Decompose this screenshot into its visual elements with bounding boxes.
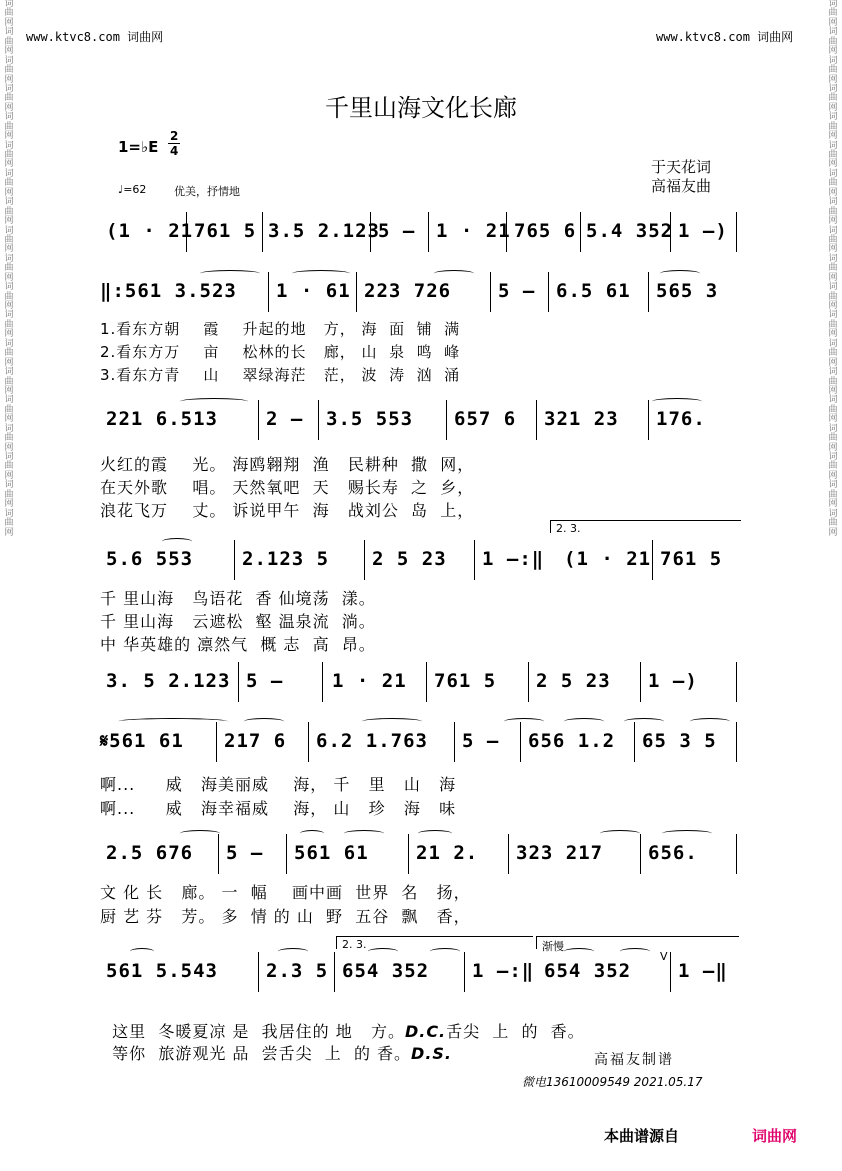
measure: 𝄋561 61 (100, 730, 184, 752)
measure: 1 · 21 (332, 670, 407, 692)
measure: 656. (648, 842, 698, 864)
lyric-text: 这里 冬暖夏凉 是 我居住的 地 方。 (112, 1022, 405, 1041)
source-label: 本曲谱源自 (604, 1127, 680, 1145)
side-watermark-left: 词曲网词曲网词曲网词曲网词曲网词曲网词曲网词曲网词曲网词曲网词曲网词曲网词曲网词曲网词曲网词曲网词曲网词曲网词曲网 (4, 0, 14, 538)
lyrics-refrain-1: 文 化 长 廊。 一 幅 画中画 世界 名 扬， (100, 883, 471, 902)
lyrics-refrain-2 (100, 1022, 452, 1064)
score-row-6 (100, 722, 742, 762)
measure: 656 1.2 (528, 730, 616, 752)
measure: 65 3 5 (642, 730, 717, 752)
measure: 3.5 553 (326, 408, 414, 430)
measure: 561 61 (294, 842, 369, 864)
measure: 6.5 61 (556, 280, 631, 302)
measure: 176. (656, 408, 706, 430)
lyrics-refrain-2: 啊... 威 海幸福威 海， 山 珍 海 味 (100, 799, 457, 818)
measure: 1 –) (678, 220, 728, 242)
measure: (1 · 21 (564, 548, 652, 570)
lyrics-refrain-1: 啊... 威 海美丽威 海， 千 里 山 海 (100, 775, 457, 794)
measure: 5 – (378, 220, 416, 242)
measure: 561 5.543 (106, 960, 218, 982)
lyrics-verse-3: 3.看东方青 山 翠绿海茫 茫， 波 涛 汹 涌 (100, 366, 461, 384)
score-row-1 (100, 212, 742, 252)
score-row-8 (100, 952, 742, 992)
expression-mark: 优美，抒情地 (174, 185, 240, 198)
measure: 5 – (226, 842, 264, 864)
score-row-3 (100, 400, 742, 440)
measure: 217 6 (224, 730, 287, 752)
watermark-url-left[interactable]: www.ktvc8.com 词曲网 (26, 30, 164, 44)
measure: 3.5 2.123 (268, 220, 380, 242)
measure: 1 · 61 (276, 280, 351, 302)
lyrics-verse-1: 1.看东方朝 霞 升起的地 方， 海 面 铺 满 (100, 320, 461, 338)
measure: 21 2. (416, 842, 479, 864)
measure: 3. 5 2.123 (106, 670, 231, 692)
measure: 765 6 (514, 220, 577, 242)
measure: 1 –) (648, 670, 698, 692)
lyrics-verse-2: 2.看东方万 亩 松林的长 廊， 山 泉 鸣 峰 (100, 343, 461, 361)
measure: 323 217 (516, 842, 604, 864)
breath-mark: V (660, 950, 668, 963)
tempo-mark: ♩=62 (118, 183, 147, 196)
measure: 5 – (498, 280, 536, 302)
measure: 223 726 (364, 280, 452, 302)
measure: 2 5 23 (372, 548, 447, 570)
time-signature-bottom: 4 (170, 144, 179, 158)
measure: 2.123 5 (242, 548, 330, 570)
ds-mark: D.S. (411, 1044, 453, 1063)
source-site-link[interactable]: 词曲网 (752, 1127, 798, 1145)
watermark-url-right[interactable]: www.ktvc8.com 词曲网 (656, 30, 794, 44)
lyrics-refrain-2: 厨 艺 芬 芳。 多 情 的 山 野 五谷 飘 香， (100, 907, 471, 926)
lyrics-verse-3: 中 华英雄的 凛然气 概 志 高 昂。 (100, 635, 376, 654)
volta-label: 2. 3. (556, 522, 581, 535)
measure: 5.4 352 (586, 220, 674, 242)
lyrics-verse-3: 浪花飞万 丈。 诉说甲午 海 战刘公 岛 上， (100, 501, 475, 520)
song-title: 千里山海文化长廊 (325, 94, 517, 122)
measure: ‖:561 3.523 (100, 280, 237, 302)
measure: 1 –:‖ (472, 960, 535, 982)
lyrics-verse-2: 千 里山海 云遮松 壑 温泉流 淌。 (100, 612, 376, 631)
score-row-4 (100, 540, 742, 580)
measure: 321 23 (544, 408, 619, 430)
measure: 5 – (462, 730, 500, 752)
lyrics-verse-1: 火红的霞 光。 海鸥翱翔 渔 民耕种 撒 网， (100, 455, 475, 474)
lyrics-verse-2: 在天外歌 唱。 天然氧吧 天 赐长寿 之 乡， (100, 478, 475, 497)
measure: 1 –‖ (678, 960, 728, 982)
measure: 6.2 1.763 (316, 730, 428, 752)
measure: 1 –:‖ (482, 548, 545, 570)
measure: 221 6.513 (106, 408, 218, 430)
measure: 5 – (246, 670, 284, 692)
composer-credit: 高福友曲 (651, 177, 712, 195)
measure: 2.5 676 (106, 842, 194, 864)
lyric-text: 等你 旅游观光 品 尝舌尖 上 的 香。 (112, 1044, 412, 1063)
lyricist-credit: 于天花词 (651, 158, 712, 176)
measure: 654 352 (342, 960, 430, 982)
side-watermark-right: 词曲网词曲网词曲网词曲网词曲网词曲网词曲网词曲网词曲网词曲网词曲网词曲网词曲网词曲网词曲网词曲网词曲网词曲网词曲网 (828, 0, 838, 538)
measure: 1 · 21 (436, 220, 511, 242)
measure: 5.6 553 (106, 548, 194, 570)
measure: 2 – (266, 408, 304, 430)
measure: 2.3 5 (266, 960, 329, 982)
measure: 761 5 (194, 220, 257, 242)
lyric-text: 舌尖 上 的 香。 (446, 1022, 585, 1041)
arranger-credit: 高福友制谱 (594, 1052, 674, 1068)
dc-mark: D.C. (404, 1022, 447, 1041)
score-row-2 (100, 272, 742, 312)
time-signature-top: 2 (170, 129, 179, 143)
score-row-7 (100, 834, 742, 874)
tempo-rit-mark: 渐慢 (542, 940, 564, 953)
measure: 761 5 (434, 670, 497, 692)
volta-bracket (536, 936, 739, 949)
volta-label: 2. 3. (342, 938, 367, 951)
measure: (1 · 21 (106, 220, 194, 242)
key-signature: 1=♭E (118, 138, 159, 156)
measure: 2 5 23 (536, 670, 611, 692)
score-row-5 (100, 662, 742, 702)
measure: 654 352 (544, 960, 632, 982)
volta-bracket (550, 520, 741, 533)
measure: 565 3 (656, 280, 719, 302)
measure: 657 6 (454, 408, 517, 430)
arranger-contact: 微电13610009549 2021.05.17 (522, 1075, 703, 1089)
measure: 761 5 (660, 548, 723, 570)
lyrics-verse-1: 千 里山海 鸟语花 香 仙境荡 漾。 (100, 589, 376, 608)
